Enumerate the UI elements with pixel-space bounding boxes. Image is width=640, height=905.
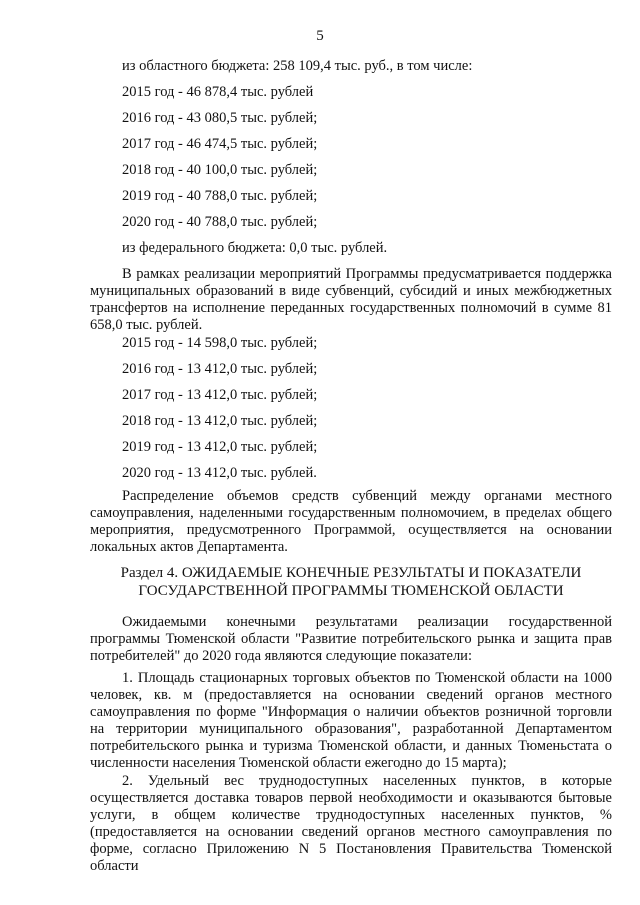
distribution-paragraph: [90, 488, 612, 556]
regional-year-2020: 2020 год - 40 788,0 тыс. рублей;: [122, 214, 318, 230]
indicator-item-1: [90, 670, 612, 772]
regional-year-2018: 2018 год - 40 100,0 тыс. рублей;: [122, 162, 318, 178]
page-number: 5: [316, 28, 324, 44]
support-year-2016: 2016 год - 13 412,0 тыс. рублей;: [122, 361, 318, 377]
support-paragraph-text: В рамках реализации мероприятий Программы предусматривается поддержка муниципальных образований в виде субвенций, субсидий и иных межбюджетных трансфертов на исполнение переданных государственных полномочий в сумме 81 658,0 тыс. рублей.: [90, 266, 612, 333]
support-year-2018: 2018 год - 13 412,0 тыс. рублей;: [122, 413, 318, 429]
indicator-item-1-text: 1. Площадь стационарных торговых объектов по Тюменской области на 1000 человек, кв. м (предоставляется на основании сведений органов местного самоуправления по форме "Информация о наличии объектов розничной торговли на территории муниципального образования", разработанной Департаментом потребительского рынка и туризма Тюменской области, и данных Тюменьстата о численности населения Тюменской области ежегодно до 15 марта);: [90, 670, 612, 771]
regional-year-2015: 2015 год - 46 878,4 тыс. рублей: [122, 84, 314, 100]
regional-year-2017: 2017 год - 46 474,5 тыс. рублей;: [122, 136, 318, 152]
support-year-2019: 2019 год - 13 412,0 тыс. рублей;: [122, 439, 318, 455]
section-heading-line2: ГОСУДАРСТВЕННОЙ ПРОГРАММЫ ТЮМЕНСКОЙ ОБЛАСТИ: [138, 583, 564, 599]
section-heading: [90, 564, 612, 600]
results-intro-text: Ожидаемыми конечными результатами реализации государственной программы Тюменской области "Развитие потребительского рынка и защита прав потребителей" до 2020 года являются следующие показатели:: [90, 614, 612, 664]
support-year-2020: 2020 год - 13 412,0 тыс. рублей.: [122, 465, 317, 481]
federal-budget-line: из федерального бюджета: 0,0 тыс. рублей.: [122, 240, 388, 256]
support-year-2015: 2015 год - 14 598,0 тыс. рублей;: [122, 335, 318, 351]
section-heading-line1: Раздел 4. ОЖИДАЕМЫЕ КОНЕЧНЫЕ РЕЗУЛЬТАТЫ И ПОКАЗАТЕЛИ: [120, 565, 582, 581]
results-intro-paragraph: [90, 614, 612, 665]
regional-year-2019: 2019 год - 40 788,0 тыс. рублей;: [122, 188, 318, 204]
regional-budget-line: из областного бюджета: 258 109,4 тыс. руб., в том числе:: [122, 58, 473, 74]
distribution-paragraph-text: Распределение объемов средств субвенций между органами местного самоуправления, наделенными государственным полномочием, в пределах общего мероприятия, предусмотренного Программой, осуществляется на основании локальных актов Департамента.: [90, 488, 612, 555]
indicator-item-2-text: 2. Удельный вес труднодоступных населенных пунктов, в которые осуществляется доставка товаров первой необходимости и оказываются бытовые услуги, в общем количестве труднодоступных населенных пунктов, % (предоставляется на основании сведений органов местного самоуправления по форме, согласно Приложению N 5 Постановления Правительства Тюменской области: [90, 773, 612, 874]
regional-year-2016: 2016 год - 43 080,5 тыс. рублей;: [122, 110, 318, 126]
support-paragraph: [90, 266, 612, 334]
support-year-2017: 2017 год - 13 412,0 тыс. рублей;: [122, 387, 318, 403]
indicator-item-2: [90, 773, 612, 875]
